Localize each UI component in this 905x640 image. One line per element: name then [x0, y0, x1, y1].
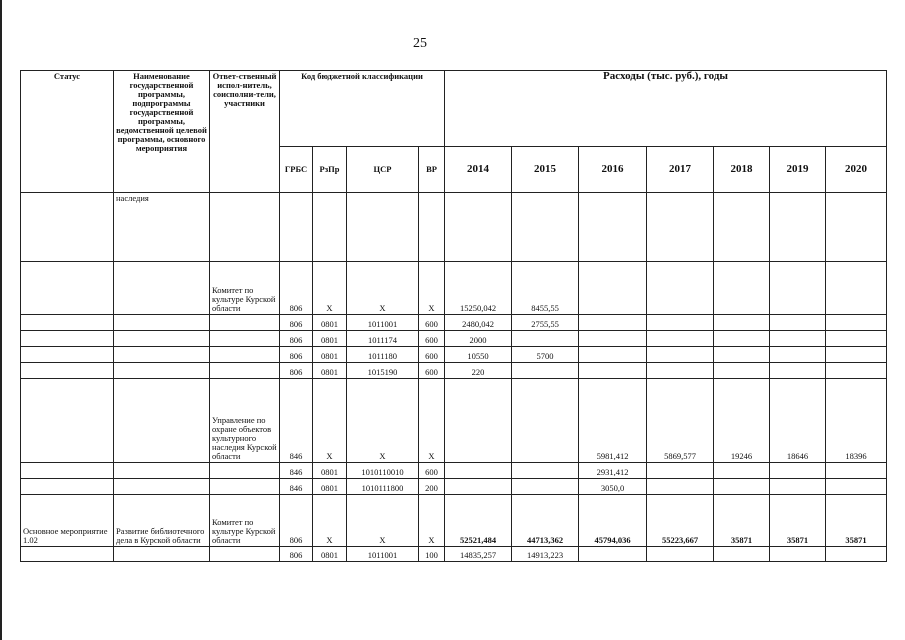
table-row	[21, 193, 887, 262]
value-cell-2015: 14913,223	[512, 547, 579, 562]
value-cell-2018	[714, 547, 770, 562]
value-cell-2020	[826, 331, 887, 347]
value-cell-2019	[770, 315, 826, 331]
status-cell: Основное мероприятие 1.02	[21, 495, 114, 547]
value-cell-2017	[647, 479, 714, 495]
vr-cell: X	[419, 495, 445, 547]
rzpr-cell: 0801	[313, 463, 347, 479]
value-cell-2019	[770, 331, 826, 347]
vr-cell: 200	[419, 479, 445, 495]
header-vr: ВР	[419, 147, 445, 193]
value-cell-2018	[714, 463, 770, 479]
value-cell-2017	[647, 262, 714, 315]
grbs-cell: 806	[280, 315, 313, 331]
rzpr-cell: X	[313, 495, 347, 547]
executor-cell	[210, 547, 280, 562]
value-cell-2020: 18396	[826, 379, 887, 463]
csr-cell: 1011174	[347, 331, 419, 347]
executor-cell	[210, 331, 280, 347]
name-cell	[114, 347, 210, 363]
executor-cell	[210, 363, 280, 379]
value-cell-2019	[770, 363, 826, 379]
budget-table	[20, 70, 887, 562]
vr-cell: 600	[419, 331, 445, 347]
value-cell-2020	[826, 479, 887, 495]
value-cell-2018: 19246	[714, 379, 770, 463]
header-year-2018: 2018	[714, 147, 770, 193]
name-cell	[114, 463, 210, 479]
value-cell-2019	[770, 262, 826, 315]
csr-cell: X	[347, 262, 419, 315]
value-cell-2018	[714, 363, 770, 379]
rzpr-cell: 0801	[313, 363, 347, 379]
value-cell-2014	[445, 193, 512, 262]
table-row	[21, 547, 887, 562]
value-cell-2016	[579, 315, 647, 331]
csr-cell: X	[347, 379, 419, 463]
value-cell-2014: 52521,484	[445, 495, 512, 547]
header-rzpr: РзПр	[313, 147, 347, 193]
executor-cell: Управление по охране объектов культурного наследия Курской области	[210, 379, 280, 463]
value-cell-2018	[714, 315, 770, 331]
csr-cell	[347, 193, 419, 262]
value-cell-2016	[579, 331, 647, 347]
name-cell	[114, 379, 210, 463]
value-cell-2016	[579, 347, 647, 363]
value-cell-2017: 55223,667	[647, 495, 714, 547]
table-row	[21, 262, 887, 315]
grbs-cell: 806	[280, 331, 313, 347]
vr-cell: 600	[419, 315, 445, 331]
table-row	[21, 463, 887, 479]
value-cell-2017	[647, 331, 714, 347]
name-cell	[114, 331, 210, 347]
value-cell-2014: 2480,042	[445, 315, 512, 331]
value-cell-2015	[512, 193, 579, 262]
value-cell-2020	[826, 193, 887, 262]
csr-cell: X	[347, 495, 419, 547]
value-cell-2017	[647, 363, 714, 379]
csr-cell: 1015190	[347, 363, 419, 379]
table-row	[21, 347, 887, 363]
status-cell	[21, 363, 114, 379]
value-cell-2016: 2931,412	[579, 463, 647, 479]
value-cell-2019	[770, 463, 826, 479]
value-cell-2016: 3050,0	[579, 479, 647, 495]
value-cell-2016: 45794,036	[579, 495, 647, 547]
name-cell: Развитие библиотечного дела в Курской области	[114, 495, 210, 547]
value-cell-2014	[445, 463, 512, 479]
value-cell-2020: 35871	[826, 495, 887, 547]
csr-cell: 1010111800	[347, 479, 419, 495]
grbs-cell: 806	[280, 363, 313, 379]
value-cell-2016	[579, 363, 647, 379]
value-cell-2014: 14835,257	[445, 547, 512, 562]
header-name: Наименование государственной программы, подпрограммы государственной программы, ведомственной целевой программы, основного мероприятия	[114, 71, 210, 193]
value-cell-2016	[579, 193, 647, 262]
value-cell-2014	[445, 379, 512, 463]
status-cell	[21, 193, 114, 262]
status-cell	[21, 463, 114, 479]
value-cell-2017: 5869,577	[647, 379, 714, 463]
value-cell-2020	[826, 315, 887, 331]
vr-cell: 600	[419, 347, 445, 363]
executor-cell	[210, 315, 280, 331]
table-row	[21, 479, 887, 495]
status-cell	[21, 347, 114, 363]
value-cell-2018	[714, 479, 770, 495]
value-cell-2018	[714, 331, 770, 347]
page-number: 25	[413, 36, 427, 51]
rzpr-cell: X	[313, 262, 347, 315]
header-year-2014: 2014	[445, 147, 512, 193]
value-cell-2019	[770, 193, 826, 262]
grbs-cell	[280, 193, 313, 262]
header-code-group: Код бюджетной классификации	[280, 71, 445, 147]
status-cell	[21, 315, 114, 331]
value-cell-2015	[512, 463, 579, 479]
header-year-2017: 2017	[647, 147, 714, 193]
header-grbs: ГРБС	[280, 147, 313, 193]
rzpr-cell: 0801	[313, 315, 347, 331]
value-cell-2015: 8455,55	[512, 262, 579, 315]
name-cell	[114, 547, 210, 562]
value-cell-2016	[579, 262, 647, 315]
header-expenses-group: Расходы (тыс. руб.), годы	[445, 71, 887, 147]
value-cell-2017	[647, 315, 714, 331]
value-cell-2014: 10550	[445, 347, 512, 363]
header-year-2019: 2019	[770, 147, 826, 193]
value-cell-2014: 220	[445, 363, 512, 379]
header-csr: ЦСР	[347, 147, 419, 193]
header-year-2020: 2020	[826, 147, 887, 193]
value-cell-2019	[770, 547, 826, 562]
vr-cell: 600	[419, 463, 445, 479]
page-edge	[0, 0, 2, 640]
value-cell-2017	[647, 463, 714, 479]
value-cell-2015	[512, 479, 579, 495]
header-year-2015: 2015	[512, 147, 579, 193]
value-cell-2020	[826, 463, 887, 479]
executor-cell	[210, 193, 280, 262]
vr-cell	[419, 193, 445, 262]
value-cell-2014	[445, 479, 512, 495]
name-cell	[114, 262, 210, 315]
table-row	[21, 495, 887, 547]
rzpr-cell: X	[313, 379, 347, 463]
grbs-cell: 806	[280, 347, 313, 363]
rzpr-cell	[313, 193, 347, 262]
csr-cell: 1011180	[347, 347, 419, 363]
value-cell-2016	[579, 547, 647, 562]
value-cell-2018	[714, 347, 770, 363]
executor-cell	[210, 463, 280, 479]
name-cell	[114, 479, 210, 495]
csr-cell: 1011001	[347, 547, 419, 562]
header-executor: Ответ-ственный испол-нитель, соисполни-тели, участники	[210, 71, 280, 193]
rzpr-cell: 0801	[313, 479, 347, 495]
value-cell-2020	[826, 262, 887, 315]
value-cell-2014: 2000	[445, 331, 512, 347]
table-row	[21, 331, 887, 347]
table-row	[21, 363, 887, 379]
rzpr-cell: 0801	[313, 331, 347, 347]
value-cell-2017	[647, 347, 714, 363]
value-cell-2019: 35871	[770, 495, 826, 547]
value-cell-2015: 2755,55	[512, 315, 579, 331]
status-cell	[21, 547, 114, 562]
name-cell	[114, 363, 210, 379]
vr-cell: 600	[419, 363, 445, 379]
status-cell	[21, 379, 114, 463]
name-cell	[114, 315, 210, 331]
executor-cell	[210, 347, 280, 363]
table-row	[21, 379, 887, 463]
value-cell-2020	[826, 547, 887, 562]
value-cell-2019	[770, 347, 826, 363]
value-cell-2019	[770, 479, 826, 495]
value-cell-2018: 35871	[714, 495, 770, 547]
csr-cell: 1010110010	[347, 463, 419, 479]
rzpr-cell: 0801	[313, 547, 347, 562]
vr-cell: X	[419, 262, 445, 315]
value-cell-2019: 18646	[770, 379, 826, 463]
vr-cell: X	[419, 379, 445, 463]
status-cell	[21, 331, 114, 347]
value-cell-2018	[714, 262, 770, 315]
csr-cell: 1011001	[347, 315, 419, 331]
value-cell-2020	[826, 347, 887, 363]
value-cell-2017	[647, 547, 714, 562]
header-year-2016: 2016	[579, 147, 647, 193]
vr-cell: 100	[419, 547, 445, 562]
header-status: Статус	[21, 71, 114, 193]
value-cell-2015: 5700	[512, 347, 579, 363]
grbs-cell: 846	[280, 479, 313, 495]
grbs-cell: 806	[280, 262, 313, 315]
name-cell: наследия	[114, 193, 210, 262]
executor-cell: Комитет по культуре Курской области	[210, 262, 280, 315]
value-cell-2015	[512, 331, 579, 347]
value-cell-2017	[647, 193, 714, 262]
value-cell-2020	[826, 363, 887, 379]
grbs-cell: 846	[280, 463, 313, 479]
value-cell-2016: 5981,412	[579, 379, 647, 463]
grbs-cell: 806	[280, 495, 313, 547]
executor-cell	[210, 479, 280, 495]
value-cell-2015: 44713,362	[512, 495, 579, 547]
rzpr-cell: 0801	[313, 347, 347, 363]
value-cell-2015	[512, 363, 579, 379]
executor-cell: Комитет по культуре Курской области	[210, 495, 280, 547]
status-cell	[21, 262, 114, 315]
value-cell-2015	[512, 379, 579, 463]
status-cell	[21, 479, 114, 495]
grbs-cell: 806	[280, 547, 313, 562]
value-cell-2014: 15250,042	[445, 262, 512, 315]
table-row	[21, 315, 887, 331]
grbs-cell: 846	[280, 379, 313, 463]
value-cell-2018	[714, 193, 770, 262]
